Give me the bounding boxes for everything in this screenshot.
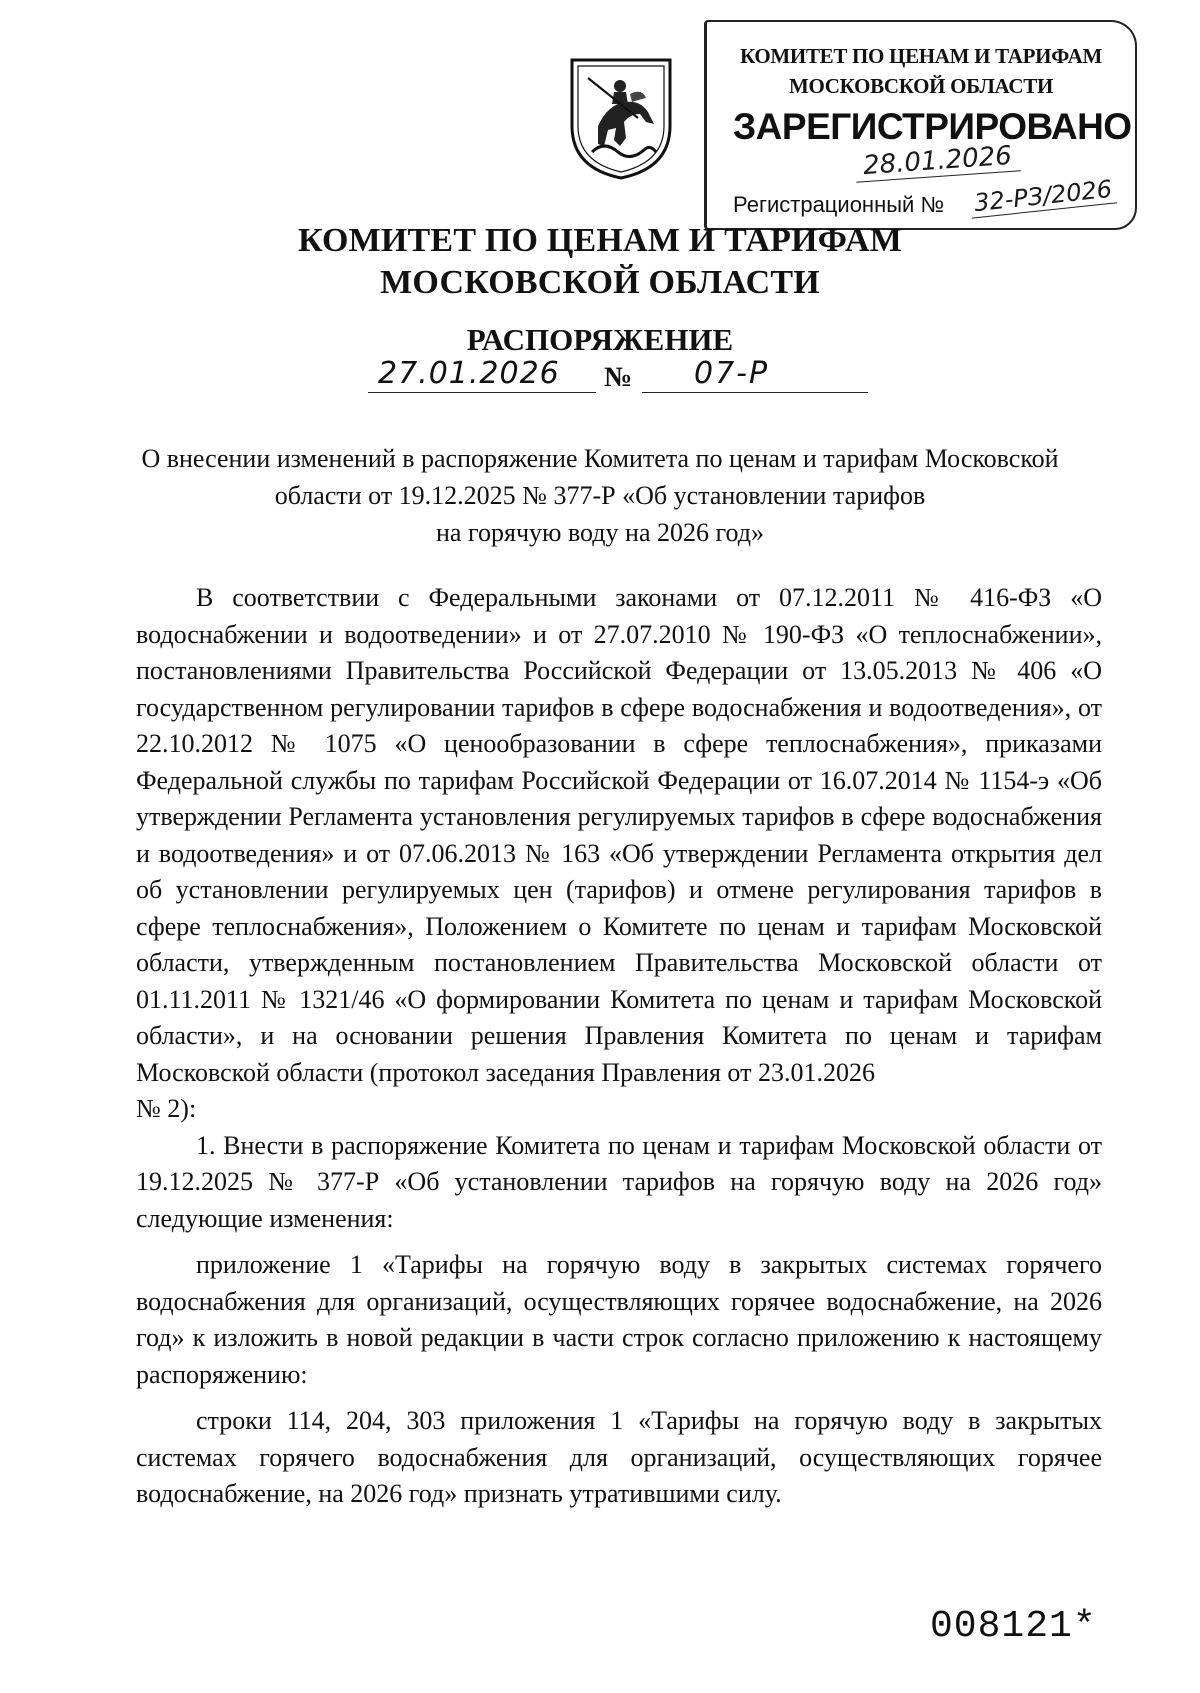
order-number: 07-Р (694, 356, 770, 391)
preamble-end: № 2): (136, 1094, 197, 1123)
stamp-reg-number: 32-РЗ/2026 (969, 174, 1117, 218)
stamp-org-line1: КОМИТЕТ ПО ЦЕНАМ И ТАРИФАМ (739, 44, 1103, 68)
document-subject (130, 440, 1070, 551)
item-1-rows-paragraph: строки 114, 204, 303 приложения 1 «Тарифы на горячую воду в закрытых системах горячего водоснабжения для организаций, осуществляющих горячее водоснабжение, на 2026 год» признать утратившими силу. (136, 1406, 1102, 1508)
order-date: 27.01.2026 (378, 356, 560, 391)
stamp-reg-number-label: Регистрационный № (733, 192, 945, 217)
subject-line1: О внесении изменений в распоряжение Комитета по ценам и тарифам Московской (141, 444, 1059, 473)
form-serial-number: 008121* (930, 1605, 1097, 1648)
stamp-org-line2: МОСКОВСКОЙ ОБЛАСТИ (789, 74, 1053, 98)
date-number-line (368, 356, 868, 396)
number-sign: № (604, 362, 633, 393)
subject-line3: на горячую воду на 2026 год» (436, 518, 764, 547)
preamble-paragraph: В соответствии с Федеральными законами от 07.12.2011 № 416-ФЗ «О водоснабжении и водоотведении» и от 27.07.2010 № 190-ФЗ «О теплоснабжении», постановлениями Правительства Российской Федерации от 13.05.2013 № 406 «О государственном регулировании тарифов в сфере водоснабжения и водоотведения», от 22.10.2012 № 1075 «О ценообразовании в сфере теплоснабжения», приказами Федеральной службы по тарифам Российской Федерации от 16.07.2014 № 1154-э «Об утверждении Регламента установления регулируемых тарифов в сфере водоснабжения и водоотведения» и от 07.06.2013 № 163 «Об утверждении Регламента открытия дел об установлении регулируемых цен (тарифов) и отмене регулирования тарифов в сфере теплоснабжения», Положением о Комитете по ценам и тарифам Московской области, утвержденным постановлением Правительства Московской области от 01.11.2011 № 1321/46 «О формировании Комитета по ценам и тарифам Московской области», и на основании решения Правления Комитета по ценам и тарифам Московской области (протокол заседания Правления от 23.01.2026 (136, 583, 1102, 1087)
registration-stamp (704, 20, 1137, 230)
moscow-region-coat-of-arms (568, 56, 674, 180)
item-1-appendix-paragraph: приложение 1 «Тарифы на горячую воду в закрытых системах горячего водоснабжения для организаций, осуществляющих горячее водоснабжение, на 2026 год» к изложить в новой редакции в части строк согласно приложению к настоящему распоряжению: (136, 1250, 1102, 1389)
date-underline (368, 392, 596, 393)
committee-title-line1: КОМИТЕТ ПО ЦЕНАМ И ТАРИФАМ (297, 222, 903, 259)
stamp-reg-date: 28.01.2026 (854, 140, 1021, 182)
document-type: РАСПОРЯЖЕНИЕ (466, 322, 734, 357)
item-1-paragraph: 1. Внести в распоряжение Комитета по ценам и тарифам Московской области от 19.12.2025 № 377-Р «Об установлении тарифов на горячую воду на 2026 год» следующие изменения: (136, 1130, 1102, 1233)
number-underline (642, 392, 868, 393)
stamp-registered: ЗАРЕГИСТРИРОВАНО (733, 106, 1132, 147)
document-body (136, 580, 1102, 1513)
subject-line2: области от 19.12.2025 № 377-Р «Об установлении тарифов (274, 481, 926, 510)
committee-title-line2: МОСКОВСКОЙ ОБЛАСТИ (380, 264, 820, 301)
